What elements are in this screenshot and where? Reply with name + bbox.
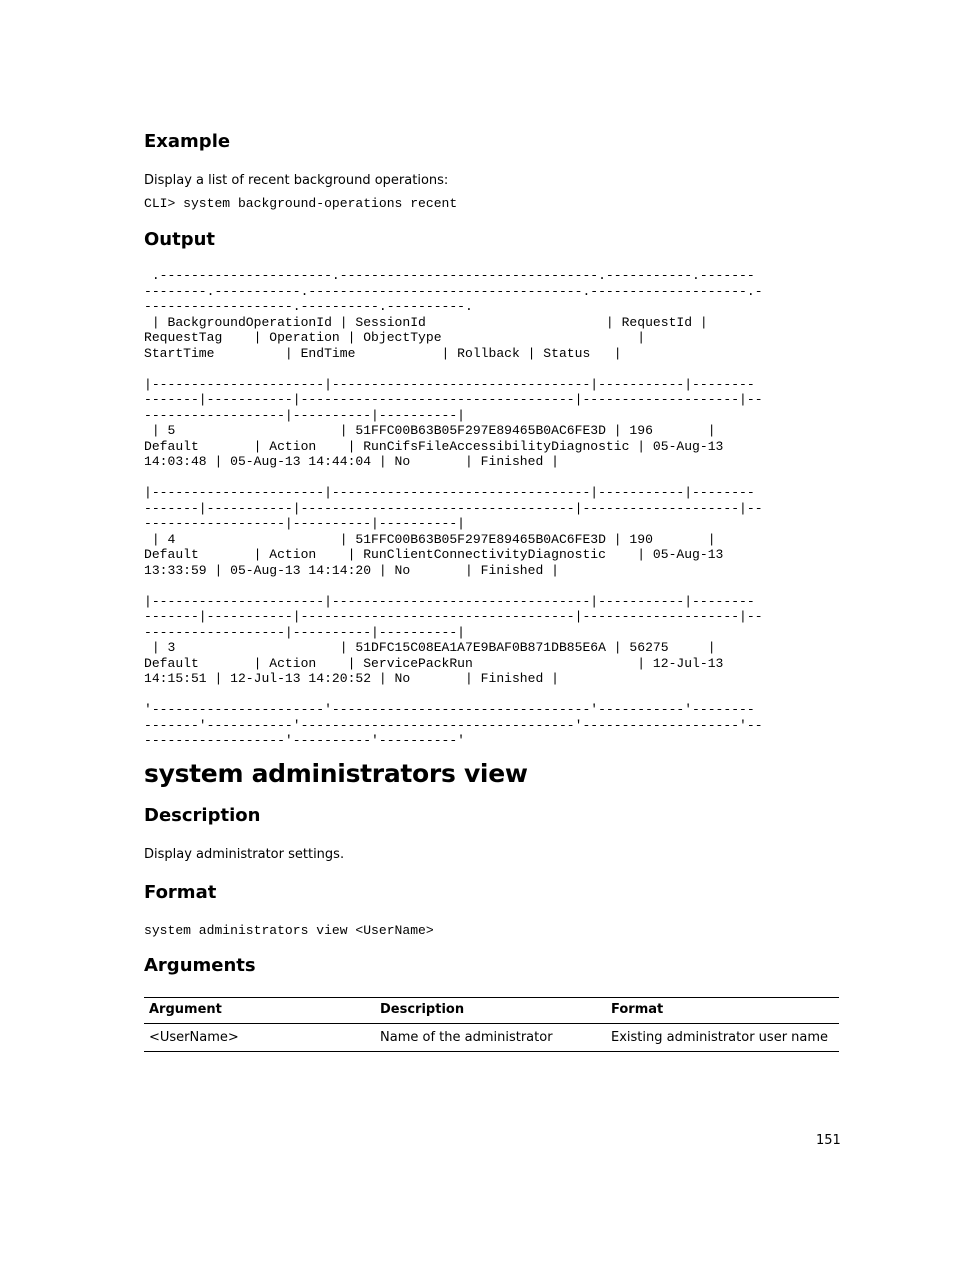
output-line: ------------------|----------|----------| — [144, 624, 466, 640]
output-line: | 3 | 51DFC15C08EA1A7E9BAF0B871DB85E6A | 56275 | — [144, 640, 716, 655]
table-header-row — [144, 998, 839, 1024]
output-line: -------------------.----------.----------. — [144, 299, 473, 314]
output-line: -------'-----------'-----------------------------------'--------------------'-- — [144, 717, 763, 733]
argument-cell: <UserName> — [144, 1024, 375, 1052]
output-block — [144, 268, 763, 749]
format-heading: Format — [144, 882, 217, 903]
output-line: Default | Action | RunClientConnectivityDiagnostic | 05-Aug-13 — [144, 547, 724, 562]
command-title: system administrators view — [144, 759, 528, 788]
description-heading: Description — [144, 805, 261, 826]
output-heading: Output — [144, 229, 216, 250]
example-heading: Example — [144, 131, 231, 152]
column-header-argument: Argument — [144, 998, 375, 1024]
output-line: | 5 | 51FFC00B63B05F297E89465B0AC6FE3D | 196 | — [144, 423, 716, 438]
output-line: --------.-----------.-----------------------------------.--------------------.- — [144, 283, 763, 299]
column-header-description: Description — [375, 998, 606, 1024]
output-line: | 4 | 51FFC00B63B05F297E89465B0AC6FE3D | 190 | — [144, 531, 716, 547]
arguments-heading: Arguments — [144, 955, 256, 976]
column-header-format: Format — [606, 998, 839, 1024]
description-text: Display administrator settings. — [144, 847, 345, 862]
output-line: 14:03:48 | 05-Aug-13 14:44:04 | No | Finished | — [144, 454, 559, 469]
page-number: 151 — [816, 1133, 841, 1148]
arguments-table — [144, 997, 839, 1052]
output-line: '----------------------'---------------------------------'-----------'-------- — [144, 702, 755, 717]
description-cell: Name of the administrator — [375, 1024, 606, 1052]
output-line: |----------------------|---------------------------------|-----------|-------- — [144, 593, 755, 609]
output-line: Default | Action | RunCifsFileAccessibilityDiagnostic | 05-Aug-13 — [144, 438, 724, 454]
output-line: .----------------------.---------------------------------.-----------.------- — [144, 268, 755, 283]
format-cell: Existing administrator user name — [606, 1024, 839, 1052]
output-line: 14:15:51 | 12-Jul-13 14:20:52 | No | Finished | — [144, 671, 559, 686]
output-line: ------------------'----------'----------' — [144, 733, 466, 748]
output-line: |----------------------|---------------------------------|-----------|-------- — [144, 376, 755, 392]
output-line: -------|-----------|-----------------------------------|--------------------|-- — [144, 392, 763, 407]
table-row — [144, 1024, 839, 1052]
output-line: -------|-----------|-----------------------------------|--------------------|-- — [144, 609, 763, 624]
output-line: StartTime | EndTime | Rollback | Status | — [144, 345, 622, 361]
output-line: |----------------------|---------------------------------|-----------|-------- — [144, 485, 755, 500]
output-line: -------|-----------|-----------------------------------|--------------------|-- — [144, 500, 763, 516]
output-line: ------------------|----------|----------| — [144, 516, 466, 531]
output-line: | BackgroundOperationId | SessionId | RequestId | — [144, 314, 708, 330]
output-line: RequestTag | Operation | ObjectType | — [144, 330, 646, 345]
output-line: 13:33:59 | 05-Aug-13 14:14:20 | No | Finished | — [144, 562, 559, 578]
format-syntax: system administrators view <UserName> — [144, 923, 434, 938]
output-line: ------------------|----------|----------| — [144, 407, 466, 423]
output-line: Default | Action | ServicePackRun | 12-Jul-13 — [144, 655, 724, 671]
example-command: CLI> system background-operations recent — [144, 196, 458, 211]
example-intro: Display a list of recent background operations: — [144, 173, 449, 188]
